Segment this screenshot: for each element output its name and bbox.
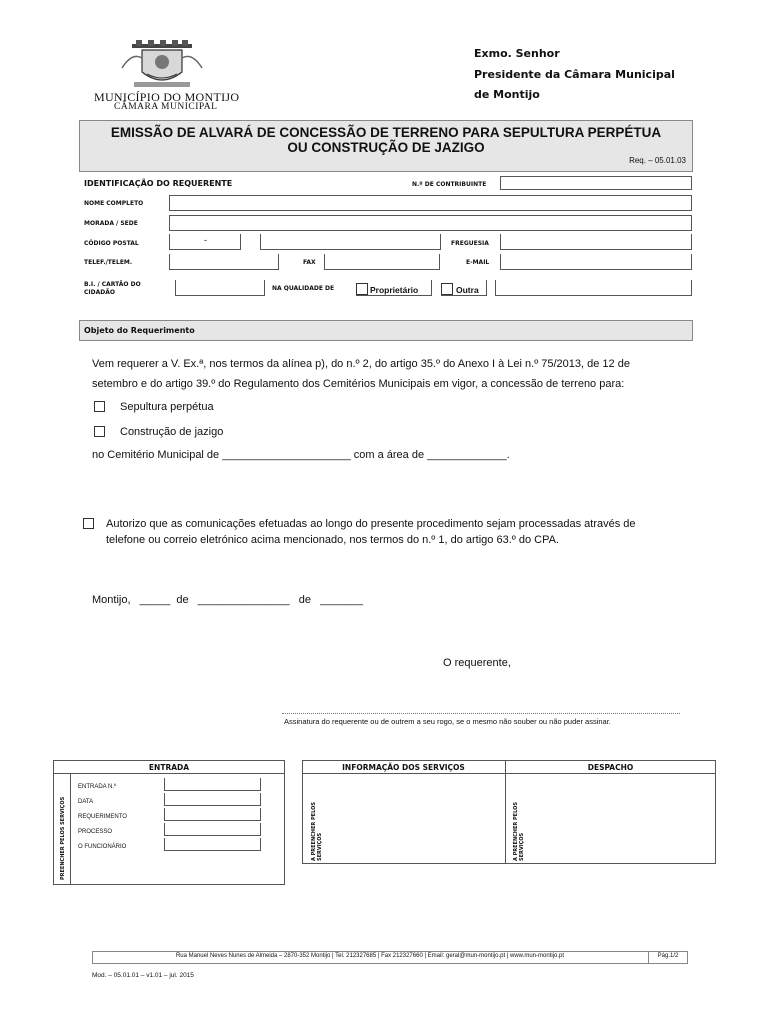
email-field[interactable] (500, 254, 692, 270)
fax-field[interactable] (324, 254, 440, 270)
name-field[interactable] (169, 195, 692, 211)
form-reference: Req. – 05.01.03 (629, 156, 686, 165)
cemetery-area-line: no Cemitério Municipal de _____________________ com a área de _____________. (92, 449, 510, 461)
entrada-request-field[interactable] (164, 808, 261, 821)
entrada-date-field[interactable] (164, 793, 261, 806)
tomb-construction-label: Construção de jazigo (120, 426, 224, 438)
addressee-line-3: de Montijo (474, 88, 540, 101)
footer-model-reference: Mod. – 05.01.01 – v1.01 – jul. 2015 (92, 972, 194, 979)
email-label: E-MAIL (466, 259, 490, 266)
footer-contacts: Rua Manuel Neves Nunes de Almeida – 2870-352 Montijo | Tel. 212327685 | Fax 212327660 | Email: geral@mun-montijo.pt | www.mun-montijo.pt (175, 953, 565, 959)
consent-checkbox[interactable] (83, 518, 94, 529)
services-info-area[interactable] (320, 776, 502, 861)
entrada-date-label: DATA (78, 799, 94, 805)
nif-label: N.º DE CONTRIBUINTE (412, 181, 487, 188)
id-card-label-line-2: CIDADÃO (84, 289, 115, 296)
entrada-process-field[interactable] (164, 823, 261, 836)
phone-label: TELEF./TELEM. (84, 259, 133, 266)
entrada-number-label: ENTRADA N.º (78, 784, 117, 790)
fax-label: FAX (303, 259, 316, 266)
entrada-heading: ENTRADA (148, 763, 190, 772)
coat-of-arms-icon (92, 38, 232, 90)
footer-page-number: Pág.1/2 (657, 953, 679, 959)
entrada-process-label: PROCESSO (78, 829, 113, 835)
entrada-number-field[interactable] (164, 778, 261, 791)
entrada-clerk-label: O FUNCIONÁRIO (78, 844, 127, 850)
entrada-clerk-field[interactable] (164, 838, 261, 851)
request-paragraph-line-2: setembro e do artigo 39.º do Regulamento dos Cemitérios Municipais em vigor, a concessão de terreno para: (92, 378, 625, 390)
logo-municipality-name: MUNICÍPIO DO MONTIJO (94, 90, 240, 104)
dispatch-vertical-label: A PREENCHER PELOS SERVIÇOS (513, 802, 525, 861)
services-info-heading: INFORMAÇÃO DOS SERVIÇOS (342, 763, 465, 772)
form-title-line-2: OU CONSTRUÇÃO DE JAZIGO (287, 140, 485, 155)
entrada-request-label: REQUERIMENTO (78, 814, 127, 820)
other-capacity-field[interactable] (495, 280, 692, 296)
logo-council-name: CÂMARA MUNICIPAL (114, 102, 218, 112)
dispatch-heading: DESPACHO (587, 763, 634, 772)
capacity-label: NA QUALIDADE DE (272, 285, 335, 292)
addressee-line-1: Exmo. Senhor (474, 47, 560, 60)
consent-line-1: Autorizo que as comunicações efetuadas ao longo do presente procedimento sejam processadas através de (106, 518, 636, 530)
id-card-label-line-1: B.I. / CARTÃO DO (84, 281, 141, 288)
postal-locality-field[interactable] (260, 234, 441, 250)
consent-line-2: telefone ou correio eletrónico acima mencionado, nos termos do n.º 1, do artigo 63.º do CPA. (106, 534, 559, 546)
perpetual-grave-label: Sepultura perpétua (120, 401, 214, 413)
address-label: MORADA / SEDE (84, 220, 138, 227)
place-date-line: Montijo, _____ de _______________ de _______ (92, 594, 363, 606)
address-field[interactable] (169, 215, 692, 231)
postal-code-dash: - (204, 235, 207, 245)
other-option-label: Outra (456, 285, 479, 295)
form-title-line-1: EMISSÃO DE ALVARÁ DE CONCESSÃO DE TERRENO PARA SEPULTURA PERPÉTUA (110, 125, 662, 140)
owner-option-label: Proprietário (370, 285, 419, 295)
id-card-field[interactable] (175, 280, 265, 296)
entrada-vertical-label: PREENCHER PELOS SERVIÇOS (60, 796, 66, 880)
tomb-construction-checkbox[interactable] (94, 426, 105, 437)
name-label: NOME COMPLETO (84, 200, 144, 207)
nif-field[interactable] (500, 176, 692, 190)
signature-line[interactable] (282, 713, 680, 714)
perpetual-grave-checkbox[interactable] (94, 401, 105, 412)
services-vertical-label: A PREENCHER PELOS SERVIÇOS (311, 802, 323, 861)
parish-label: FREGUESIA (451, 240, 489, 247)
requester-label: O requerente, (443, 657, 511, 669)
parish-field[interactable] (500, 234, 692, 250)
request-heading: Objeto do Requerimento (84, 326, 195, 335)
postal-code-label: CÓDIGO POSTAL (84, 240, 139, 247)
signature-caption: Assinatura do requerente ou de outrem a seu rogo, se o mesmo não souber ou não puder assinar. (284, 717, 611, 726)
addressee-line-2: Presidente da Câmara Municipal (474, 68, 675, 81)
dispatch-area[interactable] (522, 776, 712, 861)
phone-field[interactable] (169, 254, 279, 270)
request-paragraph-line-1: Vem requerer a V. Ex.ª, nos termos da alínea p), do n.º 2, do artigo 35.º do Anexo I à Lei n.º 75/2013, de 12 de (92, 358, 630, 370)
identification-heading: IDENTIFICAÇÃO DO REQUERENTE (84, 179, 233, 188)
